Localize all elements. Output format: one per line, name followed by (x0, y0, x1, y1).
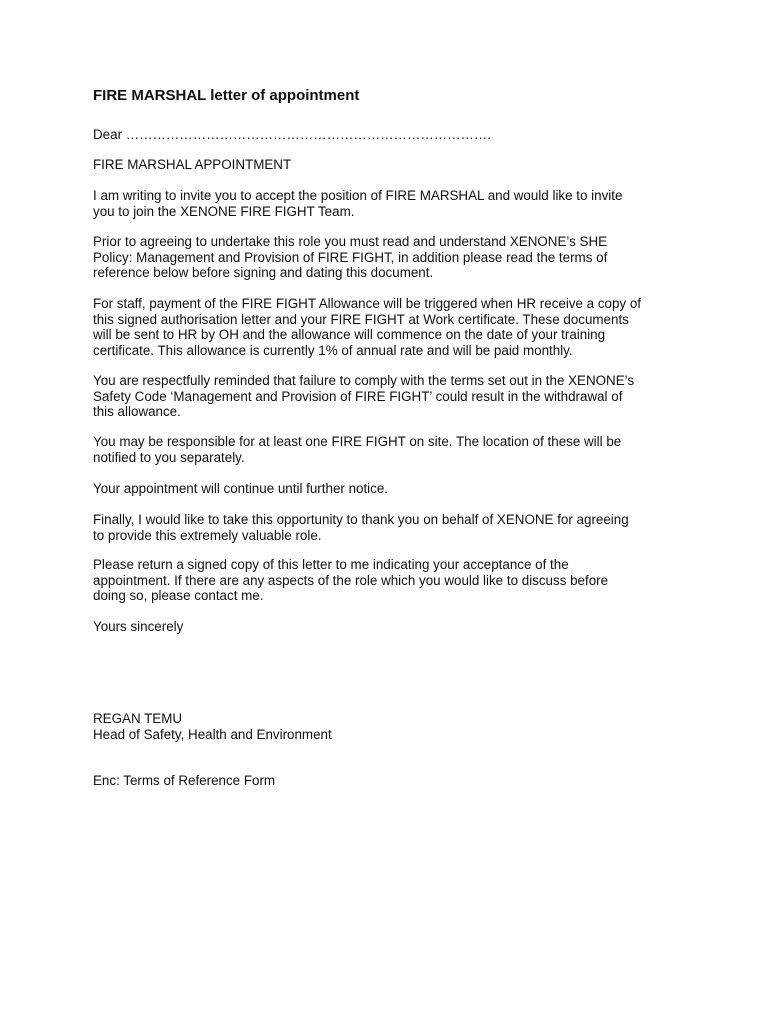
signature-block (93, 711, 683, 742)
paragraph-line: to provide this extremely valuable role. (93, 527, 322, 543)
signatory-title: Head of Safety, Health and Environment (93, 726, 332, 742)
signatory-name: REGAN TEMU (93, 711, 183, 726)
paragraph-line: You may be responsible for at least one FIRE FIGHT on site. The location of these will be (93, 434, 622, 449)
paragraph-invitation (93, 188, 683, 219)
paragraph-line: Your appointment will continue until further notice. (93, 481, 389, 496)
paragraph-policy (93, 234, 683, 281)
paragraph-line: For staff, payment of the FIRE FIGHT Allowance will be triggered when HR receive a copy of (93, 296, 642, 311)
enclosure-note: Enc: Terms of Reference Form (93, 773, 276, 788)
paragraph-line: reference below before signing and dating this document. (93, 265, 434, 280)
paragraph-return (93, 557, 683, 604)
paragraph-line: this allowance. (93, 404, 181, 419)
letter-title: FIRE MARSHAL letter of appointment (93, 87, 360, 104)
paragraph-line: You are respectfully reminded that failure to comply with the terms set out in the XENONE’s (93, 373, 635, 388)
paragraph-line: certificate. This allowance is currently 1% of annual rate and will be paid monthly. (93, 342, 573, 358)
paragraph-line: Policy: Management and Provision of FIRE FIGHT, in addition please read the terms of (93, 249, 608, 265)
paragraph-duration (93, 481, 683, 497)
salutation: Dear ………………………………………………………………………. (93, 127, 492, 142)
paragraph-reminder (93, 373, 683, 420)
paragraph-line: this signed authorisation letter and your FIRE FIGHT at Work certificate. These documents (93, 311, 629, 327)
paragraph-responsibility (93, 434, 683, 465)
paragraph-line: Prior to agreeing to undertake this role you must read and understand XENONE’s SHE (93, 234, 608, 249)
paragraph-line: appointment. If there are any aspects of the role which you would like to discuss before (93, 572, 609, 588)
paragraph-allowance (93, 296, 683, 358)
subject-line: FIRE MARSHAL APPOINTMENT (93, 157, 292, 172)
paragraph-line: Safety Code ‘Management and Provision of FIRE FIGHT’ could result in the withdrawal of (93, 388, 623, 404)
paragraph-line: you to join the XENONE FIRE FIGHT Team. (93, 203, 355, 219)
paragraph-line: Finally, I would like to take this opportunity to thank you on behalf of XENONE for agreeing (93, 512, 629, 527)
paragraph-line: notified to you separately. (93, 449, 245, 465)
paragraph-line: Please return a signed copy of this letter to me indicating your acceptance of the (93, 557, 569, 572)
paragraph-line: doing so, please contact me. (93, 588, 264, 603)
closing: Yours sincerely (93, 619, 184, 634)
paragraph-thanks (93, 512, 683, 543)
paragraph-line: I am writing to invite you to accept the position of FIRE MARSHAL and would like to invite (93, 188, 623, 203)
paragraph-line: will be sent to HR by OH and the allowance will commence on the date of your training (93, 327, 606, 342)
